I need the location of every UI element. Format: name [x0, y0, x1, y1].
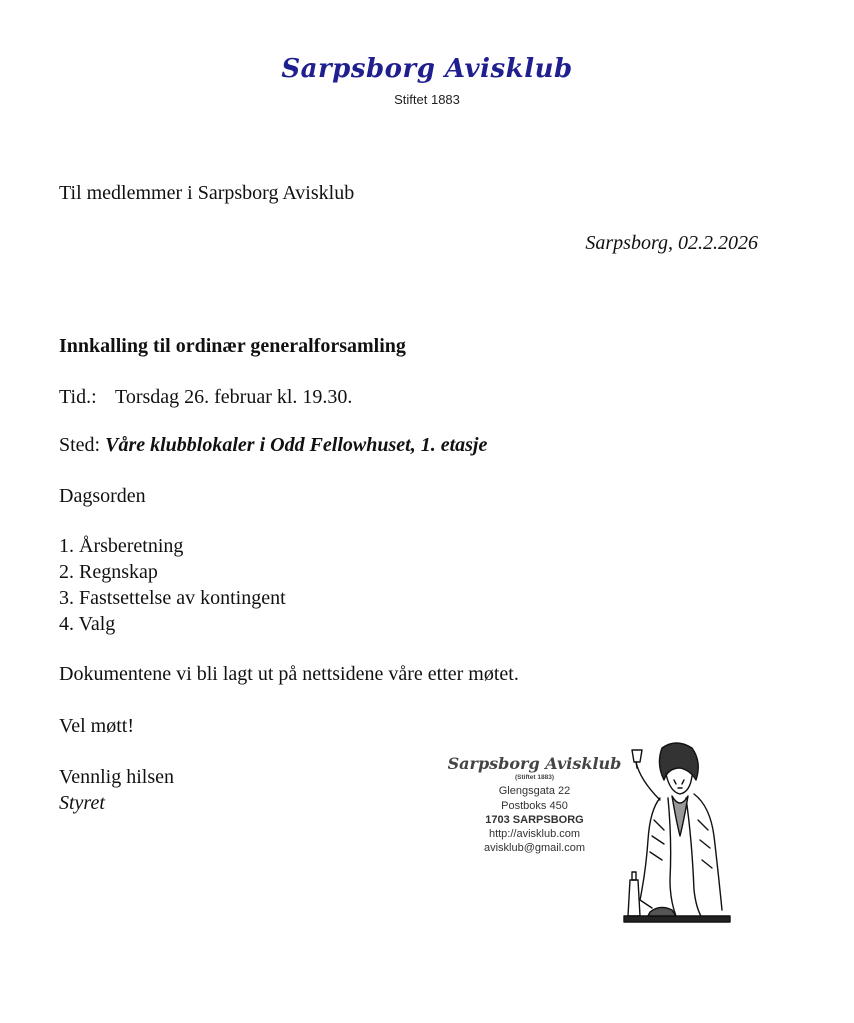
meeting-time — [59, 384, 352, 410]
closing-line: Vennlig hilsen — [59, 766, 174, 788]
reading-man-illustration — [610, 740, 740, 930]
club-name-logo: Sarpsborg Avisklub — [281, 54, 573, 84]
card-street: Glengsgata 22 — [498, 785, 571, 797]
place-date: Sarpsborg, 02.2.2026 — [585, 232, 758, 254]
card-email: avisklub@gmail.com — [483, 842, 586, 854]
card-founded: (Stiftet 1883) — [514, 774, 554, 781]
card-postal: 1703 SARPSBORG — [485, 814, 584, 826]
signature: Styret — [59, 792, 105, 814]
letter-subject: Innkalling til ordinær generalforsamling — [59, 335, 406, 357]
agenda-item: 1. Årsberetning — [59, 535, 184, 557]
agenda-heading: Dagsorden — [59, 485, 146, 507]
recipient-line: Til medlemmer i Sarpsborg Avisklub — [59, 182, 355, 204]
agenda-list — [59, 533, 286, 637]
contact-card — [442, 740, 740, 930]
card-club-name: Sarpsborg Avisklub — [447, 754, 622, 773]
founded-line: Stiftet 1883 — [394, 92, 460, 107]
place-label: Sted: — [59, 434, 101, 456]
time-value: Torsdag 26. februar kl. 19.30. — [115, 386, 353, 408]
card-pobox: Postboks 450 — [501, 800, 568, 812]
agenda-item: 3. Fastsettelse av kontingent — [59, 587, 286, 609]
agenda-item: 2. Regnskap — [59, 561, 158, 583]
card-website: http://avisklub.com — [488, 828, 581, 840]
documents-note: Dokumentene vi bli lagt ut på nettsidene våre etter møtet. — [59, 663, 519, 685]
place-value: Våre klubblokaler i Odd Fellowhuset, 1. etasje — [105, 434, 488, 456]
meeting-place — [59, 432, 487, 458]
agenda-item: 4. Valg — [59, 613, 116, 635]
welcome-line: Vel møtt! — [59, 715, 134, 737]
time-label: Tid.: — [59, 386, 97, 408]
